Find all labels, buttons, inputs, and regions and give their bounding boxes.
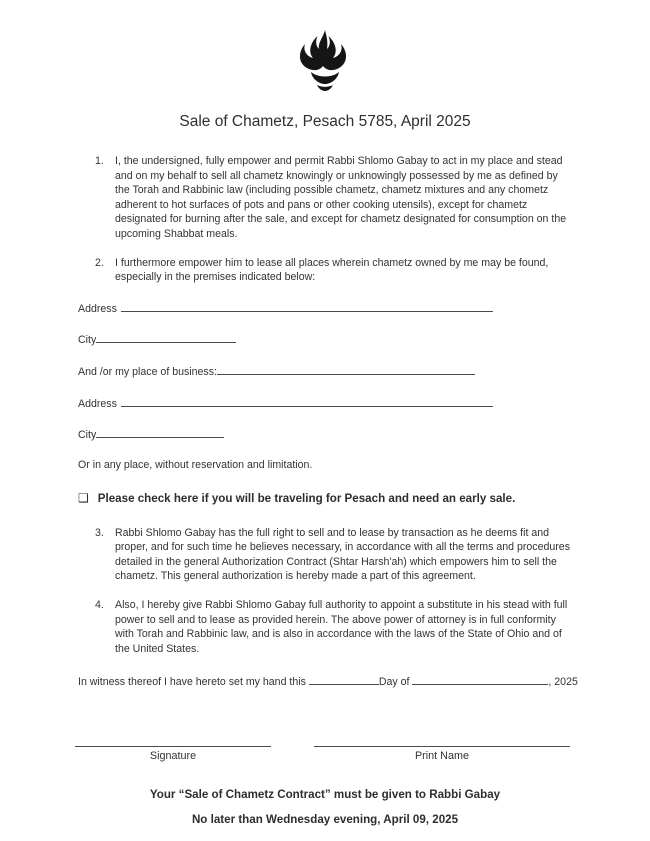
signature-block [75, 734, 271, 764]
business-line [78, 362, 570, 380]
checkbox-icon[interactable]: ❑ [78, 490, 89, 505]
address-line-2 [78, 394, 570, 412]
clause-3-number: 3. [95, 526, 104, 539]
address-label-1: Address [78, 302, 117, 315]
clause-3-text: Rabbi Shlomo Gabay has the full right to sell and to lease by transaction as he deems fit and proper, and for such time he believes necessary, in accordance with all the terms and procedures detailed in the general Authorization Contract (Shtar Harsh'ah) which empowers him to sell the chametz. This general authorization is hereby made a part of this agreement. [115, 526, 570, 583]
city-label-1: City [78, 334, 97, 347]
clause-4-text: Also, I hereby give Rabbi Shlomo Gabay full authority to appoint a substitute in his stead with full power to sell and to lease as provided herein. The above power of attorney is in full conformity with Torah and Rabbinic law, and is also in accordance with the laws of the State of Ohio and of the United States. [115, 598, 568, 655]
address-input-2[interactable] [121, 394, 493, 407]
month-input[interactable] [412, 672, 548, 685]
signature-section [75, 734, 570, 764]
address-line-1 [78, 299, 570, 317]
clause-2-number: 2. [95, 256, 104, 269]
footer-line-2: No later than Wednesday evening, April 09, 2025 [191, 812, 459, 826]
clause-2-text: I furthermore empower him to lease all places wherein chametz owned by me may be found, especially in the premises indicated below: [115, 256, 549, 284]
city-input-1[interactable] [96, 330, 236, 343]
early-sale-checkbox-label: Please check here if you will be traveling for Pesach and need an early sale. [97, 491, 516, 505]
business-input[interactable] [217, 362, 475, 375]
signature-input-line[interactable] [75, 734, 271, 747]
clause-2 [95, 256, 570, 285]
clause-4-number: 4. [95, 598, 104, 611]
business-label: And /or my place of business: [78, 366, 217, 379]
print-name-input-line[interactable] [314, 734, 570, 747]
witness-text-3: , 2025 [548, 676, 578, 689]
clause-3 [95, 526, 570, 584]
early-sale-checkbox-row[interactable] [78, 490, 570, 507]
flame-logo [0, 0, 650, 97]
print-name-block [314, 734, 570, 764]
footer-line-1: Your “Sale of Chametz Contract” must be given to Rabbi Gabay [149, 787, 501, 801]
clause-1-text: I, the undersigned, fully empower and permit Rabbi Shlomo Gabay to act in my place and stead and on my behalf to sell all chametz knowingly or unknowingly possessed by me as defined by the Torah and Rabbinic law (including possible chametz, chametz mixtures and any chometz adherent to hot surfaces of pots and pans or other cooking utensils), except for chametz designated for burning after the sale, and except for chametz designated for consumption on the upcoming Shabbat meals. [115, 154, 567, 241]
witness-text-1: In witness thereof I have hereto set my hand this [78, 676, 309, 689]
clause-1 [95, 154, 570, 242]
city-label-2: City [78, 429, 97, 442]
clause-1-number: 1. [95, 154, 104, 167]
print-name-label: Print Name [414, 749, 469, 762]
address-input-1[interactable] [121, 299, 493, 312]
city-line-1 [78, 330, 570, 348]
signature-label: Signature [149, 749, 197, 762]
clause-list-2 [95, 526, 570, 657]
any-place-text: Or in any place, without reservation and limitation. [78, 458, 313, 471]
witness-text-2: Day of [378, 676, 413, 689]
city-input-2[interactable] [96, 425, 224, 438]
witness-line [78, 672, 578, 690]
clause-4 [95, 598, 570, 656]
clause-list [95, 154, 570, 285]
page-title: Sale of Chametz, Pesach 5785, April 2025 [179, 112, 471, 130]
address-label-2: Address [78, 397, 117, 410]
day-input[interactable] [309, 672, 379, 685]
city-line-2 [78, 425, 570, 443]
footer-notice [0, 787, 650, 828]
